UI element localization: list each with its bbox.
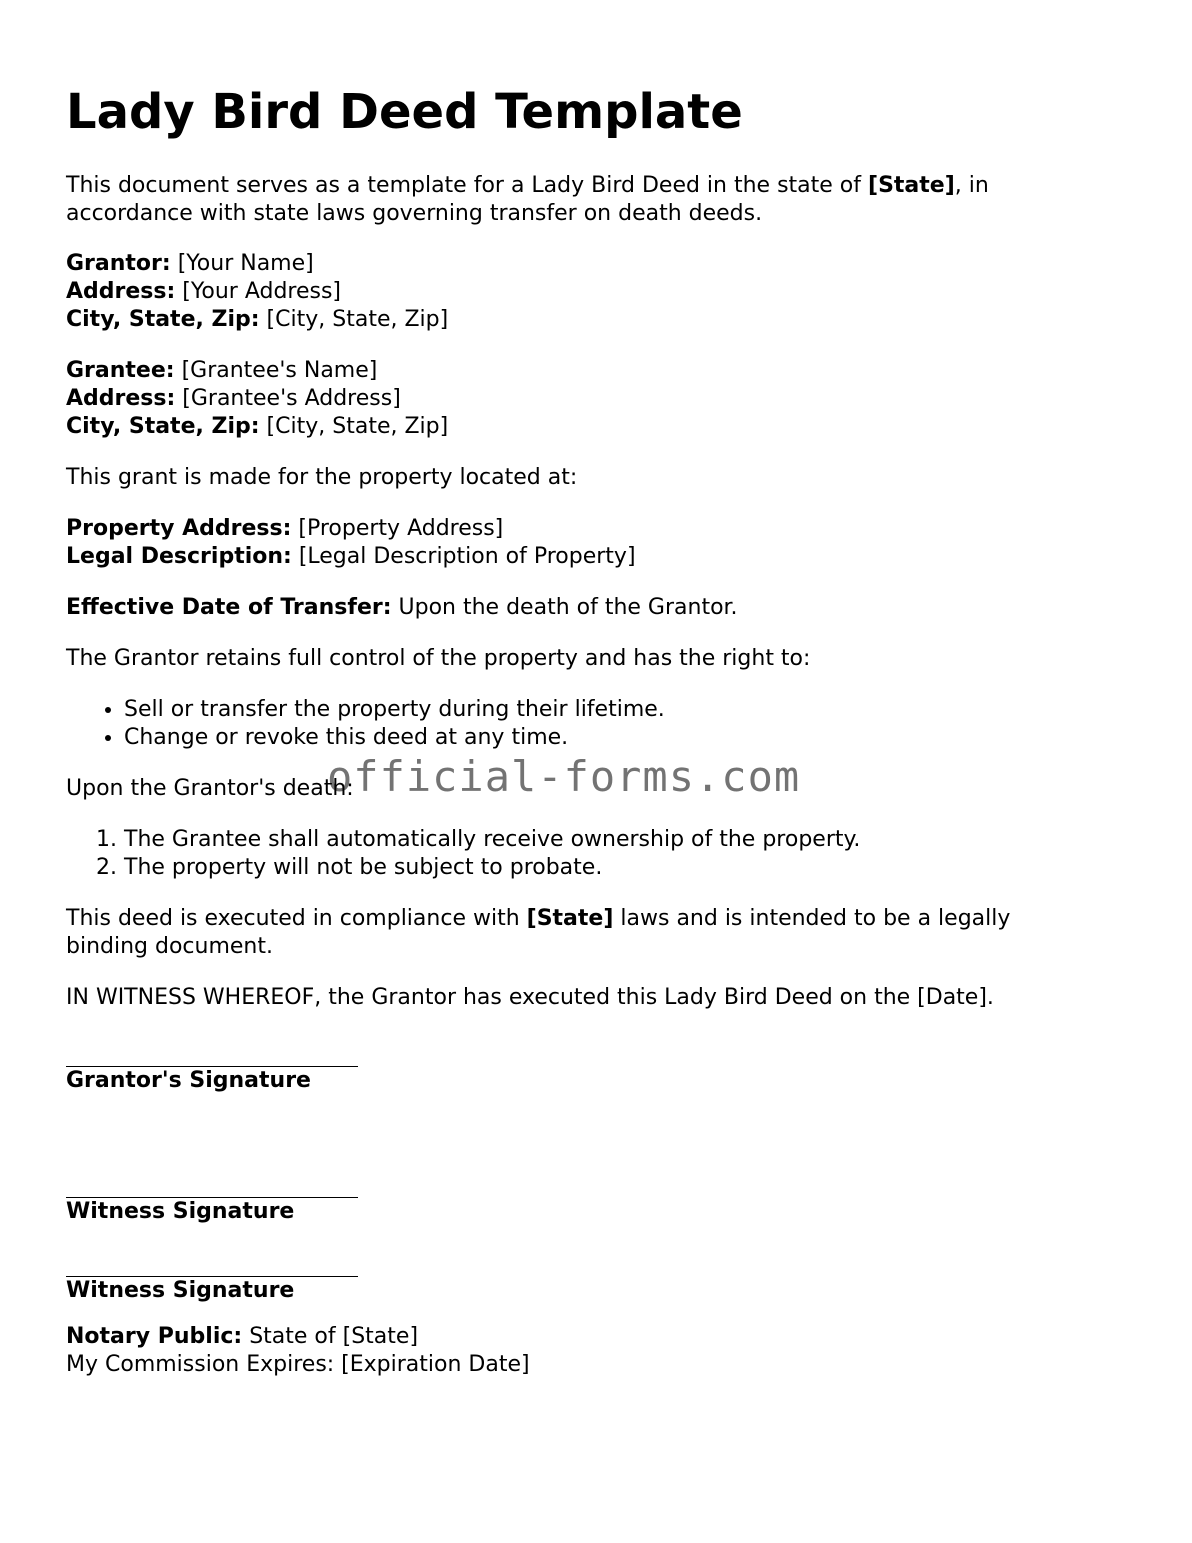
death-intro: Upon the Grantor's death:: [66, 776, 354, 801]
intro-state-placeholder: [State]: [868, 173, 955, 198]
grantee-section: [66, 357, 1126, 441]
grantee-address-row: Address: [Grantee's Address]: [66, 386, 401, 411]
notary-section: [66, 1323, 1126, 1379]
intro-line-1: This document serves as a template for a Lady Bird Deed in the state of [State], in: [66, 173, 989, 198]
list-item: 1. The Grantee shall automatically receive ownership of the property.: [124, 826, 1184, 854]
grantor-address-row: Address: [Your Address]: [66, 279, 342, 304]
witness-clause: IN WITNESS WHEREOF, the Grantor has executed this Lady Bird Deed on the [Date].: [66, 985, 994, 1010]
property-intro: This grant is made for the property located at:: [66, 465, 578, 490]
notary-row: Notary Public: State of [State]: [66, 1324, 419, 1349]
intro-paragraph: [66, 172, 1126, 228]
list-item: 2. The property will not be subject to probate.: [124, 854, 1184, 882]
grantee-csz-row: City, State, Zip: [City, State, Zip]: [66, 414, 449, 439]
witness-signature-block-2: [66, 1250, 1126, 1305]
watermark-text: official-forms.com: [327, 752, 801, 801]
witness-signature-block-1: [66, 1171, 1126, 1226]
witness-signature-line-2: [66, 1250, 358, 1277]
grantor-signature-label: Grantor's Signature: [66, 1068, 311, 1093]
compliance-paragraph: [66, 905, 1126, 961]
grantor-section: [66, 250, 1126, 334]
list-item: • Sell or transfer the property during their lifetime.: [124, 696, 1184, 724]
page-title: Lady Bird Deed Template: [66, 84, 743, 140]
witness-signature-line-1: [66, 1171, 358, 1198]
intro-line-2: accordance with state laws governing transfer on death deeds.: [66, 201, 763, 226]
grantor-signature-line: [66, 1040, 358, 1067]
grantee-name-row: Grantee: [Grantee's Name]: [66, 358, 378, 383]
grantor-name-row: Grantor: [Your Name]: [66, 251, 314, 276]
retains-intro: The Grantor retains full control of the property and has the right to:: [66, 646, 811, 671]
list-item: • Change or revoke this deed at any time.: [124, 724, 1184, 752]
property-section: [66, 515, 1126, 571]
legal-description-row: Legal Description: [Legal Description of Property]: [66, 544, 636, 569]
compliance-line-1: This deed is executed in compliance with [State] laws and is intended to be a legally: [66, 906, 1011, 931]
grantor-csz-row: City, State, Zip: [City, State, Zip]: [66, 307, 449, 332]
rights-list: [66, 696, 1184, 752]
compliance-state-placeholder: [State]: [526, 906, 614, 931]
effective-date-row: Effective Date of Transfer: Upon the death of the Grantor.: [66, 595, 738, 620]
witness-signature-label-2: Witness Signature: [66, 1278, 295, 1303]
property-address-row: Property Address: [Property Address]: [66, 516, 504, 541]
commission-row: My Commission Expires: [Expiration Date]: [66, 1352, 530, 1377]
grantor-signature-block: [66, 1040, 1126, 1095]
death-list: [66, 826, 1184, 882]
compliance-line-2: binding document.: [66, 934, 273, 959]
witness-signature-label-1: Witness Signature: [66, 1199, 295, 1224]
